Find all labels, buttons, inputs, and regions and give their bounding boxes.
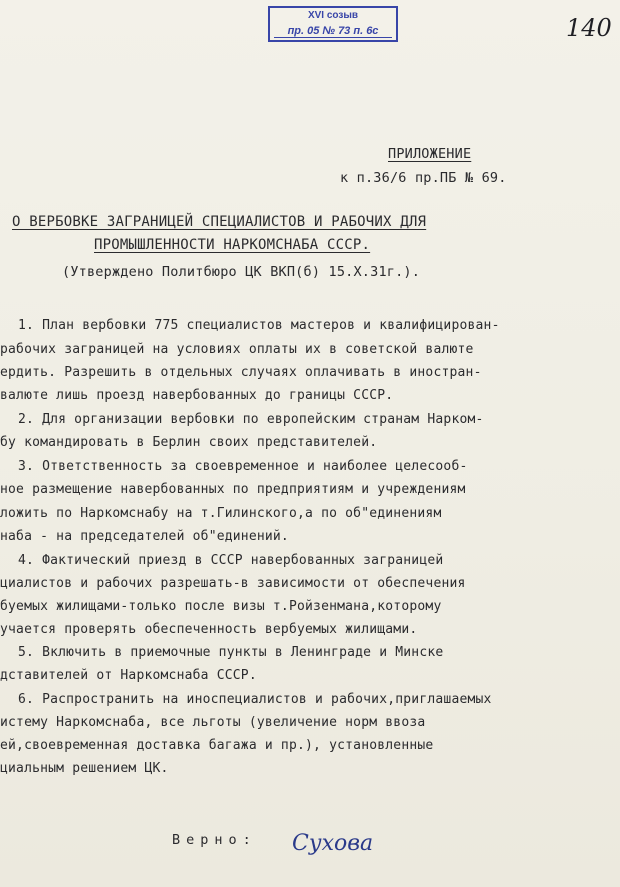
appendix-title: ПРИЛОЖЕНИЕ <box>388 146 472 162</box>
body-line: рабочих заграницей на условиях оплаты их в советской валюте <box>0 342 474 357</box>
body-line: валюте лишь проезд навербованных до границы СССР. <box>0 388 394 403</box>
body-line: 3. Ответственность за своевременное и наиболее целесооб- <box>18 459 468 474</box>
body-line: ложить по Наркомснабу на т.Гилинского,а по об"единениям <box>0 506 442 521</box>
body-line: циалистов и рабочих разрешать-в зависимости от обеспечения <box>0 576 466 591</box>
body-line: ное размещение навербованных по предприятиям и учреждениям <box>0 482 466 497</box>
registration-stamp <box>268 6 398 42</box>
body-line: бу командировать в Берлин своих представителей. <box>0 435 378 450</box>
body-line: 1. План вербовки 775 специалистов мастеров и квалифицирован- <box>18 318 500 333</box>
body-line: 2. Для организации вербовки по европейским странам Нарком- <box>18 412 484 427</box>
body-line: учается проверять обеспеченность вербуемых жилищами. <box>0 622 418 637</box>
body-line: циальным решением ЦК. <box>0 761 169 776</box>
body-line: ей,своевременная доставка багажа и пр.), установленные <box>0 738 434 753</box>
body-line: 6. Распространить на иноспециалистов и рабочих,приглашаемых <box>18 692 492 707</box>
document-title-line: ПРОМЫШЛЕННОСТИ НАРКОМСНАБА СССР. <box>94 237 371 253</box>
document-title-line: О ВЕРБОВКЕ ЗАГРАНИЦЕЙ СПЕЦИАЛИСТОВ И РАБОЧИХ ДЛЯ <box>12 214 427 230</box>
body-line: 5. Включить в приемочные пункты в Ленинграде и Минске <box>18 645 444 660</box>
stamp-protocol-number: пр. 05 № 73 п. 6с <box>274 25 392 38</box>
approval-note: (Утверждено Политбюро ЦК ВКП(б) 15.Х.31г.). <box>62 264 421 280</box>
handwritten-page-number: 140 <box>566 14 612 42</box>
body-line: дставителей от Наркомснаба СССР. <box>0 668 257 683</box>
body-line: наба - на председателей об"единений. <box>0 529 289 544</box>
certification-label: Верно: <box>172 832 257 848</box>
body-line: ердить. Разрешить в отдельных случаях оплачивать в иностран- <box>0 365 482 380</box>
body-line: истему Наркомснаба, все льготы (увеличение норм ввоза <box>0 715 426 730</box>
stamp-convocation: XVI созыв <box>307 10 359 21</box>
signature-text: Сухова <box>292 831 374 856</box>
appendix-reference: к п.36/6 пр.ПБ № 69. <box>340 170 507 186</box>
body-line: буемых жилищами-только после визы т.Ройзенмана,которому <box>0 599 442 614</box>
body-line: 4. Фактический приезд в СССР навербованных заграницей <box>18 553 444 568</box>
handwritten-signature <box>290 820 380 864</box>
